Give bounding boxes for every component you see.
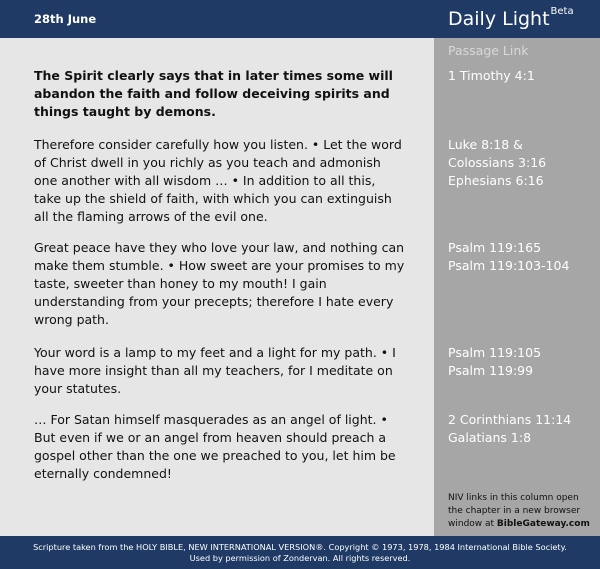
brand-name: Daily Light (448, 8, 550, 30)
passage-link[interactable]: Psalm 119:105 (448, 345, 542, 360)
top-bar (0, 0, 600, 38)
reading-text-2: Therefore consider carefully how you listen. • Let the word of Christ dwell in you richly as you teach and admonish one another with all wisdom … • In addition to all this, take up the shield of faith, with which you can extinguish all the flaming arrows of the evil one. (34, 137, 402, 224)
biblegateway-link[interactable]: BibleGateway.com (496, 519, 590, 529)
passage-link[interactable]: Luke 8:18 & (448, 137, 523, 152)
niv-links-note-text: NIV links in this column open the chapter in a new browser window at (448, 493, 581, 529)
passage-link-heading: Passage Link (448, 43, 529, 58)
reference-group-1 (448, 67, 598, 85)
niv-links-note (448, 492, 596, 531)
passage-link[interactable]: Ephesians 6:16 (448, 173, 544, 188)
passage-link[interactable]: 2 Corinthians 11:14 (448, 412, 572, 427)
copyright-line-1: Scripture taken from the HOLY BIBLE, NEW INTERNATIONAL VERSION®. Copyright © 1973, 1978, 1984 International Bible Society. (33, 542, 567, 552)
passage-link-column (434, 38, 600, 536)
readings-panel (0, 38, 434, 536)
reading-text-3: Great peace have they who love your law, and nothing can make them stumble. • How sweet are your promises to my taste, sweeter than honey to my mouth! I gain understanding from your precepts; therefore I hate every wrong path. (34, 240, 405, 327)
copyright-footer (0, 536, 600, 569)
reading-text-4: Your word is a lamp to my feet and a light for my path. • I have more insight than all my teachers, for I meditate on your statutes. (34, 345, 396, 396)
passage-link[interactable]: 1 Timothy 4:1 (448, 68, 535, 83)
passage-link[interactable]: Colossians 3:16 (448, 155, 547, 170)
reference-group-3 (448, 239, 598, 275)
passage-link[interactable]: Psalm 119:165 (448, 240, 542, 255)
reading-text-1: The Spirit clearly says that in later times some will abandon the faith and follow deceiving spirits and things taught by demons. (34, 68, 393, 119)
reference-group-2 (448, 136, 598, 190)
reference-group-4 (448, 344, 598, 380)
passage-link[interactable]: Psalm 119:99 (448, 363, 534, 378)
passage-link[interactable]: Psalm 119:103-104 (448, 258, 570, 273)
copyright-line-2: Used by permission of Zondervan. All rights reserved. (189, 553, 411, 563)
beta-badge: Beta (550, 6, 574, 17)
brand-title (448, 8, 574, 30)
passage-link[interactable]: Galatians 1:8 (448, 430, 532, 445)
reference-group-5 (448, 411, 598, 447)
date-label: 28th June (34, 12, 97, 26)
reading-text-5: … For Satan himself masquerades as an angel of light. • But even if we or an angel from heaven should preach a gospel other than the one we preached to you, let him be eternally condemned! (34, 412, 396, 481)
